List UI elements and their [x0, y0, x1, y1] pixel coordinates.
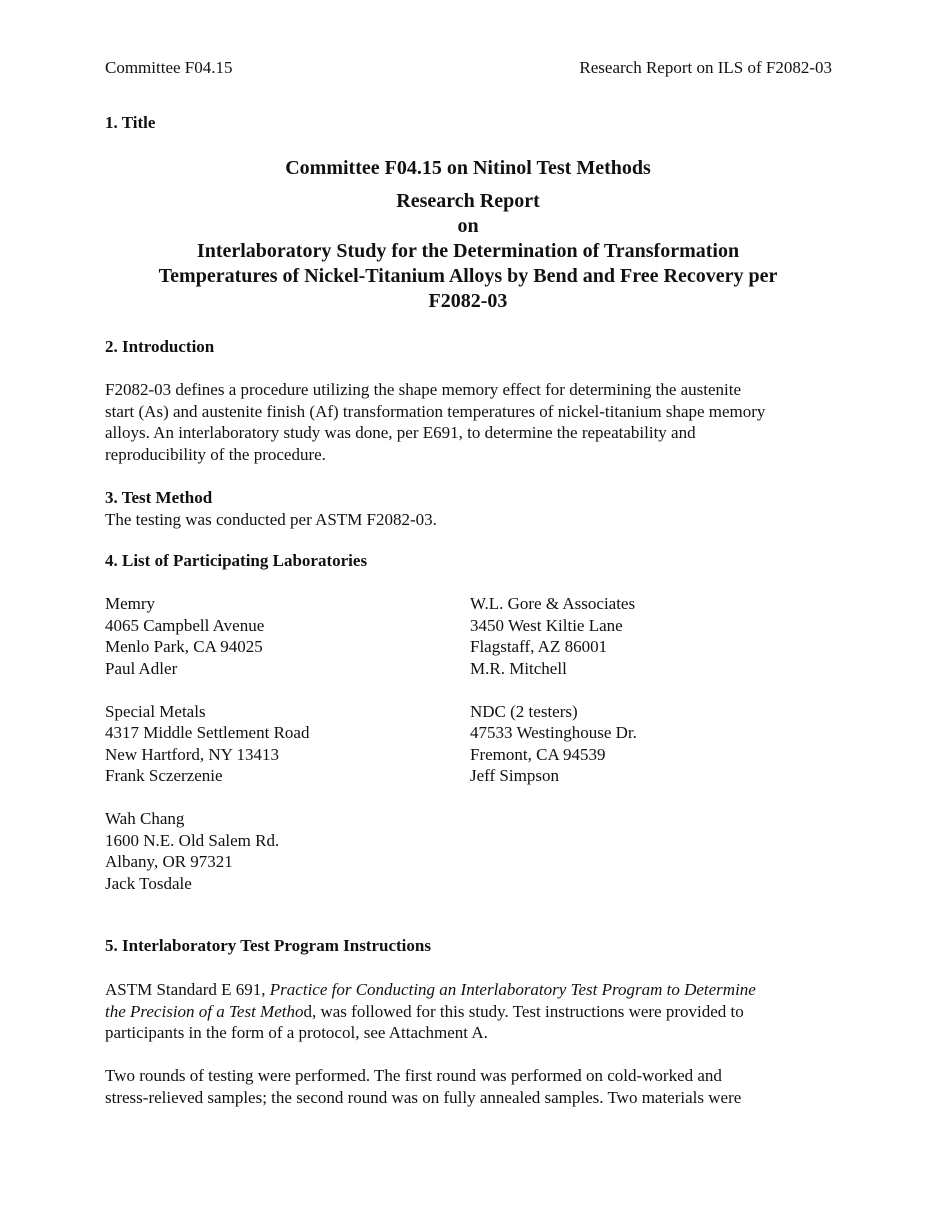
- lab-name: Wah Chang: [105, 809, 185, 828]
- title-line: on: [457, 215, 479, 237]
- title-line: Interlaboratory Study for the Determination of Transformation: [196, 240, 740, 262]
- laboratory-list: [105, 593, 835, 916]
- lab-name: Memry: [105, 594, 156, 613]
- lab-city: Menlo Park, CA 94025: [105, 637, 263, 656]
- section-4-heading: 4. List of Participating Laboratories: [105, 551, 368, 570]
- text-line: [105, 979, 835, 1001]
- section-5-heading: 5. Interlaboratory Test Program Instructions: [105, 936, 431, 955]
- title-line: Committee F04.15 on Nitinol Test Methods: [285, 157, 651, 179]
- lab-contact: M.R. Mitchell: [470, 658, 567, 678]
- lab-column-left: [105, 593, 470, 916]
- title-line: Research Report: [396, 190, 540, 212]
- lab-entry: [105, 593, 470, 679]
- lab-name: Special Metals: [105, 701, 206, 721]
- text-line: stress-relieved samples; the second round was on fully annealed samples. Two materials were: [105, 1087, 742, 1107]
- section-3: [105, 487, 835, 530]
- text-line: participants in the form of a protocol, see Attachment A.: [105, 1023, 488, 1042]
- page-header: [105, 57, 832, 78]
- text-line: reproducibility of the procedure.: [105, 444, 326, 464]
- lab-contact: Paul Adler: [105, 658, 178, 678]
- text-line: start (As) and austenite finish (Af) transformation temperatures of nickel-titanium shape memory: [105, 401, 766, 421]
- section-2-heading: 2. Introduction: [105, 337, 215, 356]
- text-run: d, was followed for this study. Test instructions were provided to: [303, 1001, 744, 1021]
- text-run: ASTM Standard E 691,: [105, 980, 270, 999]
- lab-name: NDC (2 testers): [470, 701, 578, 721]
- lab-contact: Frank Sczerzenie: [105, 766, 223, 785]
- lab-entry: [470, 593, 835, 679]
- lab-address: 4065 Campbell Avenue: [105, 615, 265, 635]
- lab-city: Fremont, CA 94539: [470, 744, 606, 764]
- header-right: Research Report on ILS of F2082-03: [579, 58, 832, 77]
- introduction-paragraph: [105, 379, 835, 465]
- lab-city: New Hartford, NY 13413: [105, 744, 280, 764]
- lab-address: 47533 Westinghouse Dr.: [470, 723, 637, 742]
- lab-contact: Jeff Simpson: [470, 766, 559, 785]
- lab-address: 4317 Middle Settlement Road: [105, 723, 310, 742]
- text-line: [105, 1001, 835, 1023]
- lab-address: 3450 West Kiltie Lane: [470, 615, 623, 635]
- text-line: F2082-03 defines a procedure utilizing the shape memory effect for determining the austenite: [105, 380, 742, 399]
- test-method-text: The testing was conducted per ASTM F2082-03.: [105, 509, 437, 529]
- lab-column-right: [470, 593, 835, 916]
- lab-entry: [105, 701, 470, 787]
- title-line: Temperatures of Nickel-Titanium Alloys by Bend and Free Recovery per: [158, 265, 778, 287]
- lab-address: 1600 N.E. Old Salem Rd.: [105, 830, 280, 850]
- section-1-heading: 1. Title: [105, 113, 156, 132]
- standard-title-italic: the Precision of a Test Metho: [105, 1001, 304, 1021]
- lab-entry: [105, 808, 470, 894]
- lab-name: W.L. Gore & Associates: [470, 594, 636, 613]
- instructions-paragraph: [105, 979, 835, 1044]
- lab-city: Flagstaff, AZ 86001: [470, 637, 608, 656]
- section-3-heading: 3. Test Method: [105, 488, 213, 507]
- lab-entry: [470, 701, 835, 787]
- report-title: [85, 155, 851, 314]
- lab-contact: Jack Tosdale: [105, 873, 192, 893]
- header-left: Committee F04.15: [105, 58, 233, 77]
- title-line: F2082-03: [428, 290, 508, 312]
- lab-city: Albany, OR 97321: [105, 852, 233, 871]
- text-line: alloys. An interlaboratory study was done, per E691, to determine the repeatability and: [105, 423, 696, 442]
- standard-title-italic: Practice for Conducting an Interlaboratory Test Program to Determine: [269, 980, 756, 999]
- text-line: Two rounds of testing were performed. The first round was performed on cold-worked and: [105, 1066, 722, 1085]
- rounds-paragraph: [105, 1065, 835, 1108]
